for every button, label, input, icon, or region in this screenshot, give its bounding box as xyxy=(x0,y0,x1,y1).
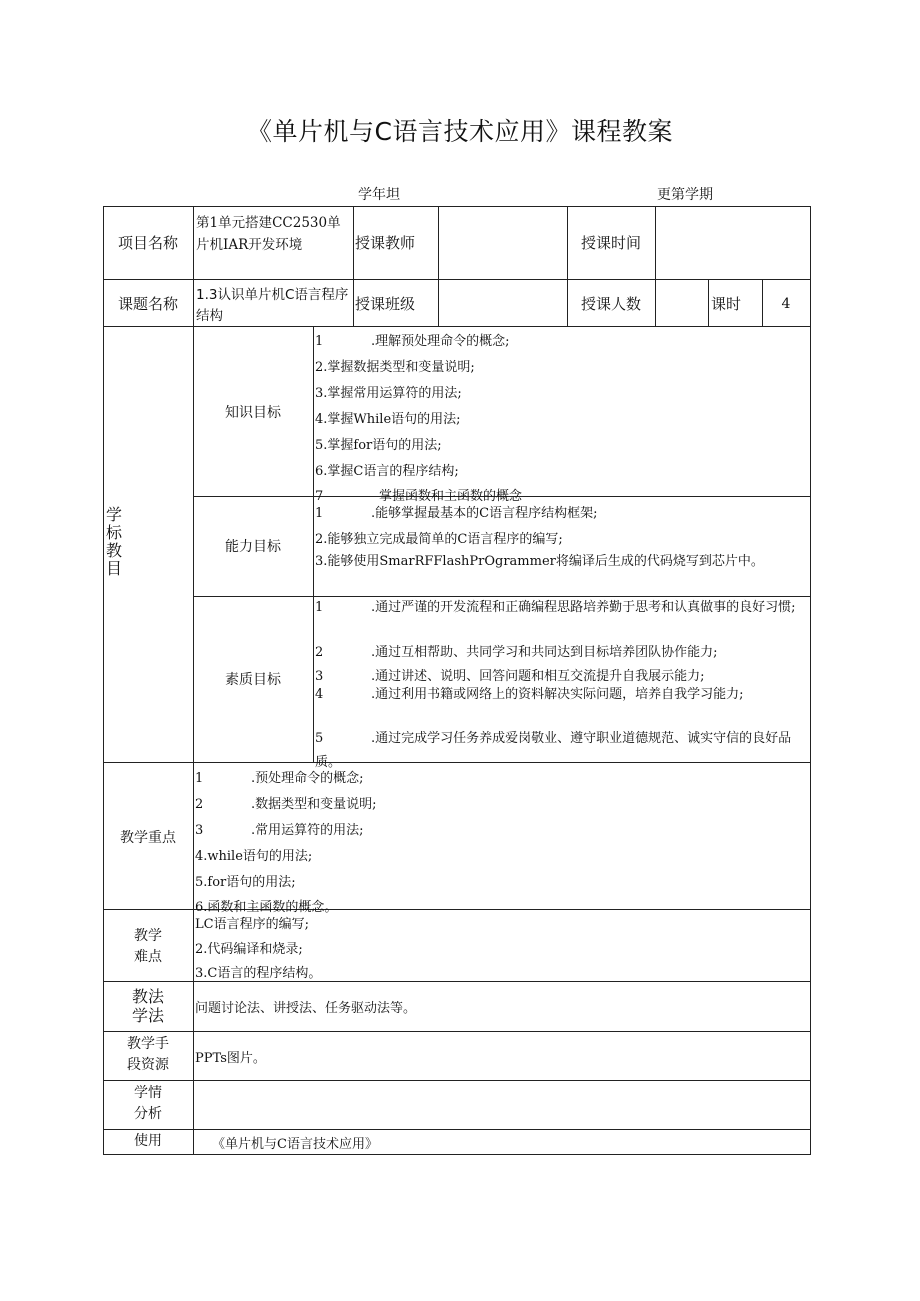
project-name-label: 项目名称 xyxy=(117,234,178,252)
document-title: 《单片机与C语言技术应用》课程教案 xyxy=(247,117,673,146)
analysis-label: 学情 分析 xyxy=(134,1085,162,1122)
key-points-label: 教学重点 xyxy=(120,830,176,846)
difficulty-item: LC语言程序的编写; xyxy=(195,917,309,932)
knowledge-item: 1 .理解预处理命令的概念; xyxy=(315,334,510,349)
key-point-item: 6.函数和主函数的概念。 xyxy=(195,900,338,915)
semester: 更第学期 xyxy=(657,187,713,203)
quality-item: 5 .通过完成学习任务养成爱岗敬业、遵守职业道德规范、诚实守信的良好品质。 xyxy=(315,731,792,770)
teacher-label: 授课教师 xyxy=(355,234,416,252)
difficulties-label: 教学 难点 xyxy=(134,928,162,965)
knowledge-item: 2.掌握数据类型和变量说明; xyxy=(315,360,475,375)
key-point-item: 2 .数据类型和变量说明; xyxy=(195,797,377,812)
class-label: 授课班级 xyxy=(355,295,416,313)
key-point-item: 4.while语句的用法; xyxy=(195,849,313,864)
quality-item: 1 .通过严谨的开发流程和正确编程思路培养勤于思考和认真做事的良好习惯; xyxy=(315,600,796,615)
project-name-value: 第1单元搭建CC2530单片机IAR开发环境 xyxy=(196,215,341,253)
ability-item: 3.能够使用SmarRFFlashPrOgrammer将编译后生成的代码烧写到芯片中。 xyxy=(315,554,764,569)
ability-item: 2.能够独立完成最简单的C语言程序的编写; xyxy=(315,532,563,547)
count-label: 授课人数 xyxy=(580,295,641,313)
hours-value: 4 xyxy=(781,296,791,312)
quality-item: 4 .通过利用书籍或网络上的资料解决实际问题，培养自我学习能力; xyxy=(315,687,744,702)
ability-goals-label: 能力目标 xyxy=(225,539,281,555)
knowledge-item: 7 掌握函数和主函数的概念 xyxy=(315,489,523,504)
knowledge-goals-label: 知识目标 xyxy=(225,405,281,421)
knowledge-item: 4.掌握While语句的用法; xyxy=(315,412,461,427)
resources-value: PPTs图片。 xyxy=(195,1051,266,1066)
key-point-item: 3 .常用运算符的用法; xyxy=(195,823,364,838)
quality-item: 3 .通过讲述、说明、回答问题和相互交流提升自我展示能力; xyxy=(315,669,705,684)
knowledge-item: 6.掌握C语言的程序结构; xyxy=(315,464,459,479)
quality-item: 2 .通过互相帮助、共同学习和共同达到目标培养团队协作能力; xyxy=(315,645,718,660)
knowledge-item: 3.掌握常用运算符的用法; xyxy=(315,386,462,401)
time-label: 授课时间 xyxy=(580,234,641,252)
methods-label: 教法 学法 xyxy=(131,987,164,1025)
goals-label: 学标教目 xyxy=(106,505,123,578)
key-point-item: 5.for语句的用法; xyxy=(195,875,296,890)
difficulty-item: 3.C语言的程序结构。 xyxy=(195,966,322,981)
topic-name-label: 课题名称 xyxy=(117,295,178,313)
knowledge-item: 5.掌握for语句的用法; xyxy=(315,438,442,453)
methods-value: 问题讨论法、讲授法、任务驱动法等。 xyxy=(195,1001,417,1016)
quality-goals-label: 素质目标 xyxy=(225,672,281,688)
resources-label: 教学手 段资源 xyxy=(127,1036,169,1073)
ability-item: 1 .能够掌握最基本的C语言程序结构框架; xyxy=(315,506,598,521)
difficulty-item: 2.代码编译和烧录; xyxy=(195,942,303,957)
usage-value: 《单片机与C语言技术应用》 xyxy=(212,1137,378,1152)
usage-label: 使用 xyxy=(134,1133,162,1149)
hours-label: 课时 xyxy=(711,295,742,313)
school-year: 学年坦 xyxy=(358,187,400,203)
topic-name-value: 1.3认识单片机C语言程序结构 xyxy=(196,287,349,324)
key-point-item: 1 .预处理命令的概念; xyxy=(195,771,364,786)
